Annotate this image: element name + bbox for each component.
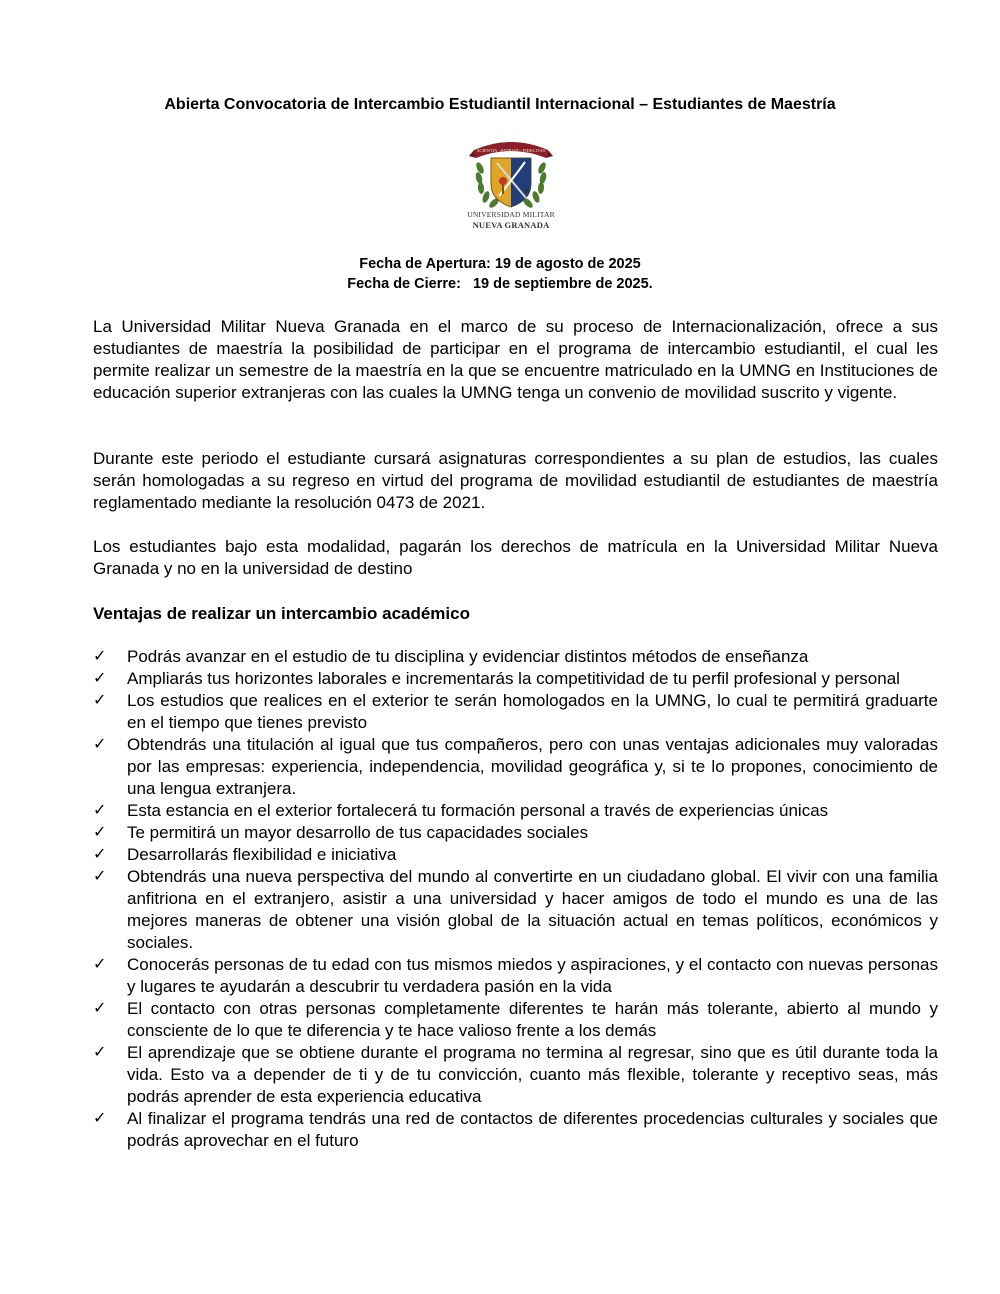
check-icon: ✓ [93, 956, 107, 973]
check-icon: ✓ [93, 1110, 107, 1127]
logo-name-line1: UNIVERSIDAD MILITAR [467, 210, 555, 219]
benefit-item [93, 734, 938, 800]
check-icon: ✓ [93, 670, 107, 687]
check-icon: ✓ [93, 648, 107, 665]
benefit-item [93, 822, 938, 844]
benefit-text: El aprendizaje que se obtiene durante el programa no termina al regresar, sino que es útil durante toda la vida. Esto va a depender de ti y de tu convicción, cuanto más flexible, tolerante y receptivo seas, más podrás aprender de esta experiencia educativa [127, 1043, 938, 1106]
benefit-item [93, 1108, 938, 1152]
check-icon: ✓ [93, 692, 107, 709]
benefit-item [93, 668, 938, 690]
closing-date: Fecha de Cierre: 19 de septiembre de 2025. [347, 276, 653, 292]
benefit-text: Esta estancia en el exterior fortalecerá tu formación personal a través de experiencias únicas [127, 801, 829, 820]
check-icon: ✓ [93, 824, 107, 841]
benefit-text: Ampliarás tus horizontes laborales e incrementarás la competitividad de tu perfil profesional y personal [127, 669, 900, 688]
benefit-text: Los estudios que realices en el exterior te serán homologados en la UMNG, lo cual te permitirá graduarte en el tiempo que tienes previsto [127, 691, 938, 732]
benefit-item [93, 1042, 938, 1108]
paragraph-intro: La Universidad Militar Nueva Granada en el marco de su proceso de Internacionalización, ofrece a sus estudiantes de maestría la posibilidad de participar en el programa de intercambio estudiantil, el cual les permite realizar un semestre de la maestría en la que se encuentre matriculado en la UMNG en Instituciones de educación superior extranjeras con las cuales la UMNG tenga un convenio de movilidad suscrito y vigente. [93, 317, 938, 402]
benefit-item [93, 646, 938, 668]
motto-banner-text: SCIENTIA · PATRIAE · FIDELITAS [476, 148, 546, 153]
benefit-text: Conocerás personas de tu edad con tus mismos miedos y aspiraciones, y el contacto con nuevas personas y lugares te ayudarán a descubrir tu verdadera pasión en la vida [127, 955, 938, 996]
benefit-text: Podrás avanzar en el estudio de tu disciplina y evidenciar distintos métodos de enseñanza [127, 647, 809, 666]
benefit-item [93, 998, 938, 1042]
benefit-text: Obtendrás una titulación al igual que tus compañeros, pero con unas ventajas adicionales muy valoradas por las empresas: experiencia, independencia, movilidad geográfica y, si te lo propones, conocimiento de una lengua extranjera. [127, 735, 938, 798]
benefit-item [93, 844, 938, 866]
check-icon: ✓ [93, 1000, 107, 1017]
opening-date: Fecha de Apertura: 19 de agosto de 2025 [359, 256, 641, 272]
benefit-item [93, 954, 938, 998]
paragraph-homologation: Durante este periodo el estudiante cursará asignaturas correspondientes a su plan de estudios, las cuales serán homologadas a su regreso en virtud del programa de movilidad estudiantil de estudiantes de maestría reglamentado mediante la resolución 0473 de 2021. [93, 449, 938, 512]
university-crest-icon [468, 136, 554, 212]
check-icon: ✓ [93, 868, 107, 885]
benefits-list [93, 646, 938, 1152]
benefit-text: Al finalizar el programa tendrás una red de contactos de diferentes procedencias culturales y sociales que podrás aprovechar en el futuro [127, 1109, 938, 1150]
benefit-item [93, 690, 938, 734]
paragraph-tuition: Los estudiantes bajo esta modalidad, pagarán los derechos de matrícula en la Universidad Militar Nueva Granada y no en la universidad de destino [93, 537, 938, 578]
check-icon: ✓ [93, 846, 107, 863]
logo-name-line2: NUEVA GRANADA [472, 220, 550, 230]
benefit-item [93, 800, 938, 822]
benefit-item [93, 866, 938, 954]
university-logo [468, 136, 554, 234]
benefit-text: Te permitirá un mayor desarrollo de tus capacidades sociales [127, 823, 589, 842]
check-icon: ✓ [93, 802, 107, 819]
benefit-text: El contacto con otras personas completamente diferentes te harán más tolerante, abierto al mundo y consciente de lo que te diferencia y te hace valioso frente a los demás [127, 999, 938, 1040]
benefit-text: Desarrollarás flexibilidad e iniciativa [127, 845, 397, 864]
benefit-text: Obtendrás una nueva perspectiva del mundo al convertirte en un ciudadano global. El vivir con una familia anfitriona en el extranjero, asistir a una universidad y hacer amigos de todo el mundo es una de las mejores maneras de obtener una visión global de la situación actual en temas políticos, económicos y sociales. [127, 867, 938, 952]
check-icon: ✓ [93, 736, 107, 753]
check-icon: ✓ [93, 1044, 107, 1061]
document-title: Abierta Convocatoria de Intercambio Estudiantil Internacional – Estudiantes de Maestría [164, 96, 836, 113]
benefits-heading: Ventajas de realizar un intercambio académico [93, 604, 470, 623]
